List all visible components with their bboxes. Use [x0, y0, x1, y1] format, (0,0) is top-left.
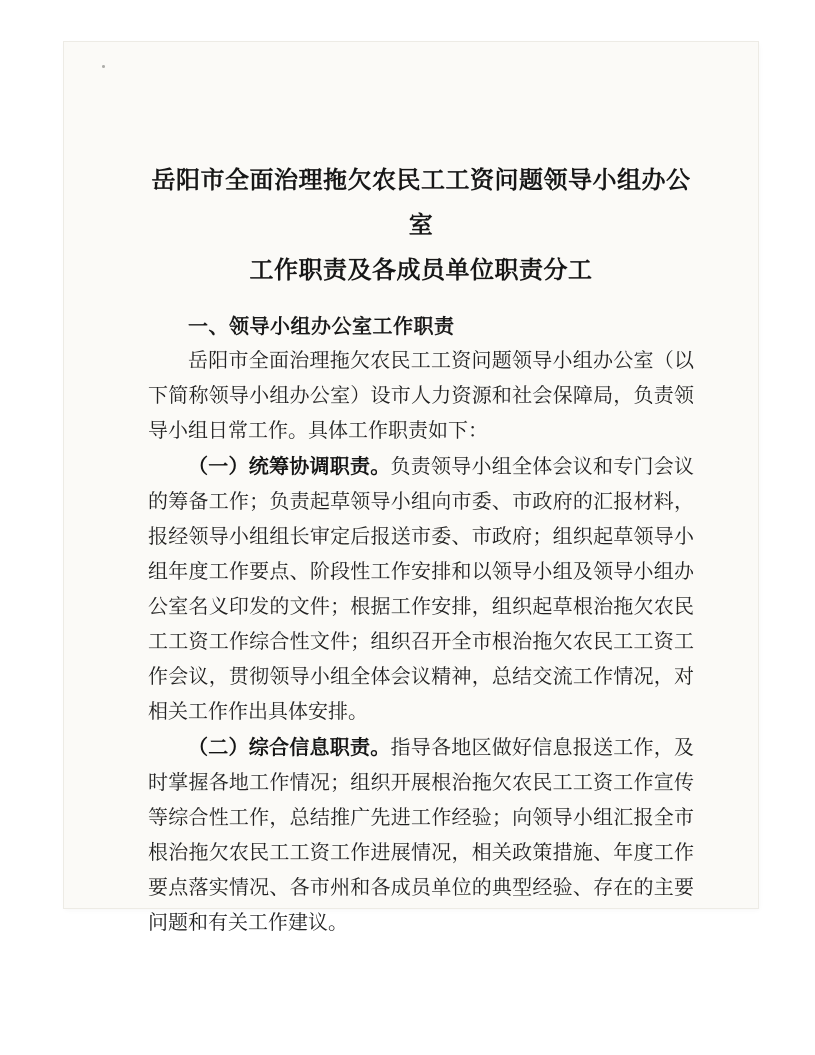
duty-item-2-text: 指导各地区做好信息报送工作，及时掌握各地工作情况；组织开展根治拖欠农民工工资工作宣传等综合性工作，总结推广先进工作经验；向领导小组汇报全市根治拖欠农民工工资工作进展情况，相关政策措施、年度工作要点落实情况、各市州和各成员单位的典型经验、存在的主要问题和有关工作建议。: [148, 737, 694, 934]
document-title-line-1: 岳阳市全面治理拖欠农民工工资问题领导小组办公室: [151, 166, 691, 239]
duty-item-2: [148, 730, 694, 941]
document-title: [148, 158, 694, 293]
duty-item-1: [148, 449, 694, 730]
duty-item-1-text: 负责领导小组全体会议和专门会议的筹备工作；负责起草领导小组向市委、市政府的汇报材料，报经领导小组组长审定后报送市委、市政府；组织起草领导小组年度工作要点、阶段性工作安排和以领导小组及领导小组办公室名义印发的文件；根据工作安排，组织起草根治拖欠农民工工资工作综合性文件；组织召开全市根治拖欠农民工工资工作会议，贯彻领导小组全体会议精神，总结交流工作情况，对相关工作作出具体安排。: [148, 456, 694, 723]
duty-item-2-lead: （二）综合信息职责。: [188, 735, 391, 759]
document-title-line-2: 工作职责及各成员单位职责分工: [249, 256, 593, 284]
intro-paragraph: 岳阳市全面治理拖欠农民工工资问题领导小组办公室（以下简称领导小组办公室）设市人力资源和社会保障局，负责领导小组日常工作。具体工作职责如下：: [148, 350, 694, 442]
document-page: [64, 42, 758, 934]
document-content: [148, 42, 694, 941]
duty-item-1-lead: （一）统筹协调职责。: [188, 454, 391, 478]
scan-speck: [102, 65, 105, 68]
section-1-heading: 一、领导小组办公室工作职责: [188, 314, 455, 338]
